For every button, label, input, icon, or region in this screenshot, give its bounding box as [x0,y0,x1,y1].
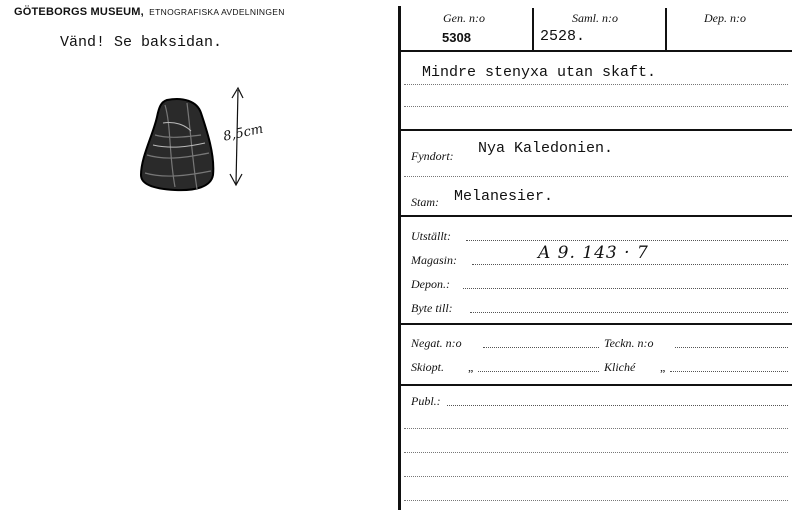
negat-label: Negat. n:o [411,336,462,350]
byte-label: Byte till: [411,301,453,315]
card-divider [400,50,792,52]
stam-value: Melanesier. [454,188,554,205]
dotted-leader [463,288,788,289]
gen-label: Gen. n:o [443,11,485,25]
dotted-leader [483,347,599,348]
stam-label: Stam: [411,195,439,209]
saml-number: 2528. [540,28,586,45]
publ-label: Publ.: [411,394,441,408]
depon-label: Depon.: [411,277,450,291]
card-divider [400,323,792,325]
dotted-leader [478,371,599,372]
ruled-line [404,106,788,107]
card-divider [400,215,792,217]
teckn-label: Teckn. n:o [604,336,654,350]
saml-label: Saml. n:o [572,11,618,25]
kliche-ditto: „ [660,360,666,374]
skiopt-ditto: „ [468,360,474,374]
card-divider [665,8,667,50]
dotted-leader [447,405,788,406]
kliche-label: Kliché [604,360,636,374]
ruled-line [404,476,788,477]
card-divider [532,8,534,50]
dep-label: Dep. n:o [704,11,746,25]
magasin-value: A 9. 143 · 7 [538,243,649,263]
ruled-line [404,84,788,85]
fyndort-label: Fyndort: [411,149,454,163]
turn-over-note: Vänd! Se baksidan. [60,34,223,51]
utstallt-label: Utställt: [411,229,452,243]
card-left-border [398,6,401,510]
dotted-leader [675,347,788,348]
gen-number: 5308 [442,30,471,45]
department-name: ETNOGRAFISKA AVDELNINGEN [149,7,285,17]
size-annotation: 8,5cm [222,121,265,145]
card-divider [400,384,792,386]
dotted-leader [472,264,788,265]
ruled-line [404,176,788,177]
ruled-line [404,428,788,429]
dotted-leader [466,240,788,241]
ruled-line [404,452,788,453]
magasin-label: Magasin: [411,253,457,267]
stone-axe-sketch [135,95,225,195]
museum-name: GÖTEBORGS MUSEUM, [14,6,144,18]
object-description: Mindre stenyxa utan skaft. [422,64,657,81]
skiopt-label: Skiopt. [411,360,444,374]
dotted-leader [670,371,788,372]
ruled-line [404,500,788,501]
fyndort-value: Nya Kaledonien. [478,140,614,157]
dotted-leader [470,312,788,313]
card-divider [400,129,792,131]
museum-header [14,6,285,18]
